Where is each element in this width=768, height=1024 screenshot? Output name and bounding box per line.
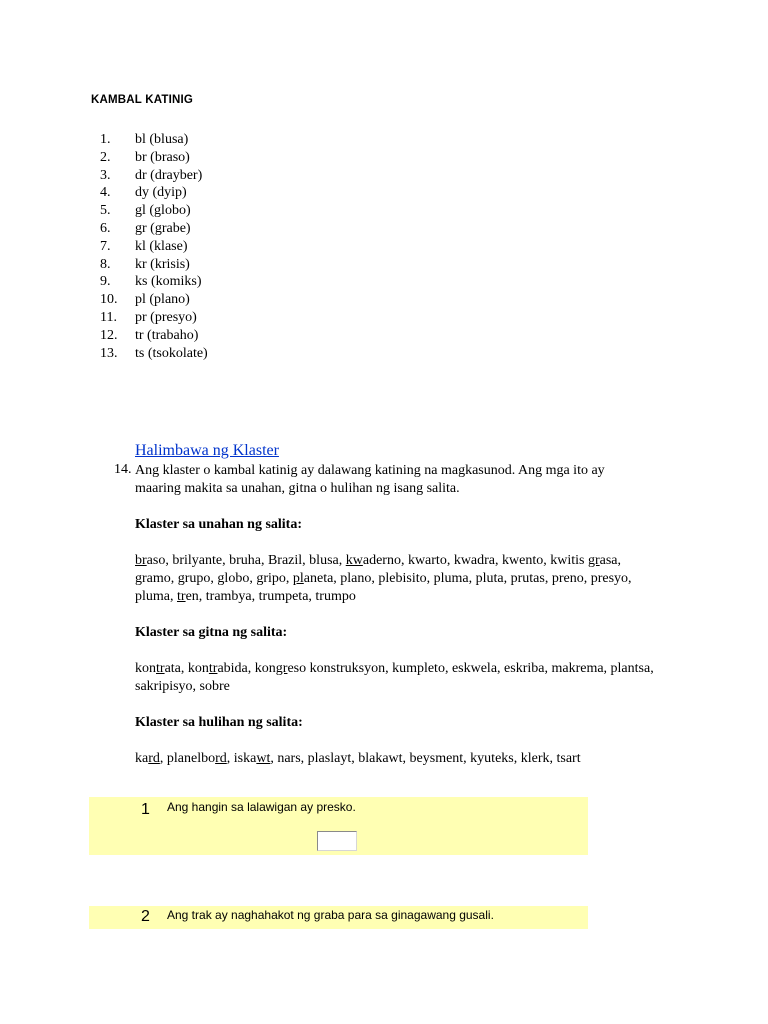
list-number: 7. <box>100 238 111 254</box>
word-text: iska <box>233 751 257 766</box>
list-text: gl (globo) <box>135 203 191 219</box>
list-item <box>100 309 208 327</box>
list-item <box>100 149 208 167</box>
list-text: pl (plano) <box>135 292 190 308</box>
list-number: 8. <box>100 256 111 272</box>
cluster-highlight: wt <box>256 751 271 766</box>
list-number: 12. <box>100 327 118 343</box>
cluster-highlight: tr <box>208 661 218 676</box>
list-item <box>100 131 208 149</box>
list-number: 13. <box>100 345 118 361</box>
word-text: en, trambya, trumpeta, trumpo <box>185 589 356 604</box>
cluster-highlight: gr <box>587 553 600 568</box>
list-text: dy (dyip) <box>135 185 187 201</box>
word-text: asa, gramo, grupo, globo, gripo, <box>135 553 622 586</box>
quiz-number: 2 <box>141 908 150 925</box>
quiz-sentence: Ang hangin sa lalawigan ay presko. <box>167 800 356 814</box>
list-text: pr (presyo) <box>135 309 197 325</box>
word-text: ata, <box>164 661 188 676</box>
word-text: , <box>226 751 234 766</box>
quiz-number: 1 <box>141 801 150 818</box>
list-item <box>100 327 208 345</box>
cluster-highlight: gr <box>275 661 288 676</box>
item-number: 14. <box>114 462 132 477</box>
kambal-katinig-list <box>100 131 208 362</box>
list-number: 1. <box>100 132 111 147</box>
section-title-hulihan: Klaster sa hulihan ng salita: <box>135 715 303 730</box>
cluster-highlight: tr <box>156 661 165 676</box>
list-text: ks (komiks) <box>135 274 202 290</box>
item-14 <box>114 462 654 768</box>
words-hulihan <box>135 750 654 768</box>
list-item <box>100 184 208 202</box>
item-body <box>135 462 654 768</box>
word-text: , nars, plaslayt, blakawt, beysment, kyuteks, klerk, tsart <box>270 751 581 766</box>
list-number: 10. <box>100 292 118 308</box>
list-number: 5. <box>100 203 111 219</box>
list-text: kr (krisis) <box>135 256 190 272</box>
halimbawa-link[interactable]: Halimbawa ng Klaster <box>135 442 279 459</box>
words-gitna <box>135 660 654 696</box>
cluster-highlight: pl <box>292 571 304 586</box>
list-item <box>100 291 208 309</box>
list-text: ts (tsokolate) <box>135 345 208 361</box>
cluster-highlight: br <box>135 553 147 568</box>
list-number: 2. <box>100 149 111 165</box>
list-number: 9. <box>100 274 111 290</box>
list-text: br (braso) <box>135 149 190 165</box>
list-text: dr (drayber) <box>135 167 203 183</box>
word-text: abida, <box>217 661 255 676</box>
list-number: 11. <box>100 309 117 325</box>
section-title-gitna: Klaster sa gitna ng salita: <box>135 625 288 640</box>
word-text: aderno, kwarto, kwadra, kwento, kwitis <box>362 553 588 568</box>
word-text: planelbo <box>166 751 216 766</box>
words-unahan <box>135 552 654 606</box>
word-text: kon <box>254 661 276 676</box>
list-text: gr (grabe) <box>135 220 191 236</box>
quiz-row-2 <box>89 906 588 929</box>
section-title-unahan: Klaster sa unahan ng salita: <box>135 517 302 532</box>
list-number: 6. <box>100 220 111 236</box>
list-item <box>100 167 208 185</box>
cluster-highlight: rd <box>215 751 227 766</box>
word-text: eso konstruksyon, kumpleto, eskwela, eskriba, makrema, plantsa, sakripisyo, sobre <box>135 661 654 694</box>
cluster-highlight: kw <box>345 553 363 568</box>
list-item <box>100 238 208 256</box>
list-item <box>100 202 208 220</box>
page-heading: KAMBAL KATINIG <box>91 94 194 106</box>
list-number: 3. <box>100 167 111 183</box>
word-text: ka <box>135 751 149 766</box>
word-text: aso, brilyante, bruha, Brazil, blusa, <box>146 553 346 568</box>
list-item <box>100 256 208 274</box>
list-item <box>100 220 208 238</box>
list-text: kl (klase) <box>135 238 188 254</box>
quiz-row-1 <box>89 797 588 855</box>
word-text: kon <box>187 661 209 676</box>
word-text: , <box>159 751 167 766</box>
list-item <box>100 273 208 291</box>
word-text: aneta, plano, plebisito, pluma, pluta, prutas, preno, presyo, pluma, <box>135 571 632 604</box>
list-text: tr (trabaho) <box>135 327 199 343</box>
word-text: kon <box>135 661 156 676</box>
intro-paragraph: Ang klaster o kambal katinig ay dalawang katining na magkasunod. Ang mga ito ay maaring makita sa unahan, gitna o hulihan ng isang salita. <box>135 463 605 496</box>
cluster-highlight: tr <box>177 589 186 604</box>
list-text: bl (blusa) <box>135 132 189 147</box>
list-number: 4. <box>100 185 111 201</box>
quiz-answer-input[interactable] <box>317 831 357 851</box>
list-item <box>100 345 208 363</box>
quiz-sentence: Ang trak ay naghahakot ng graba para sa ginagawang gusali. <box>167 908 494 922</box>
cluster-highlight: rd <box>148 751 160 766</box>
